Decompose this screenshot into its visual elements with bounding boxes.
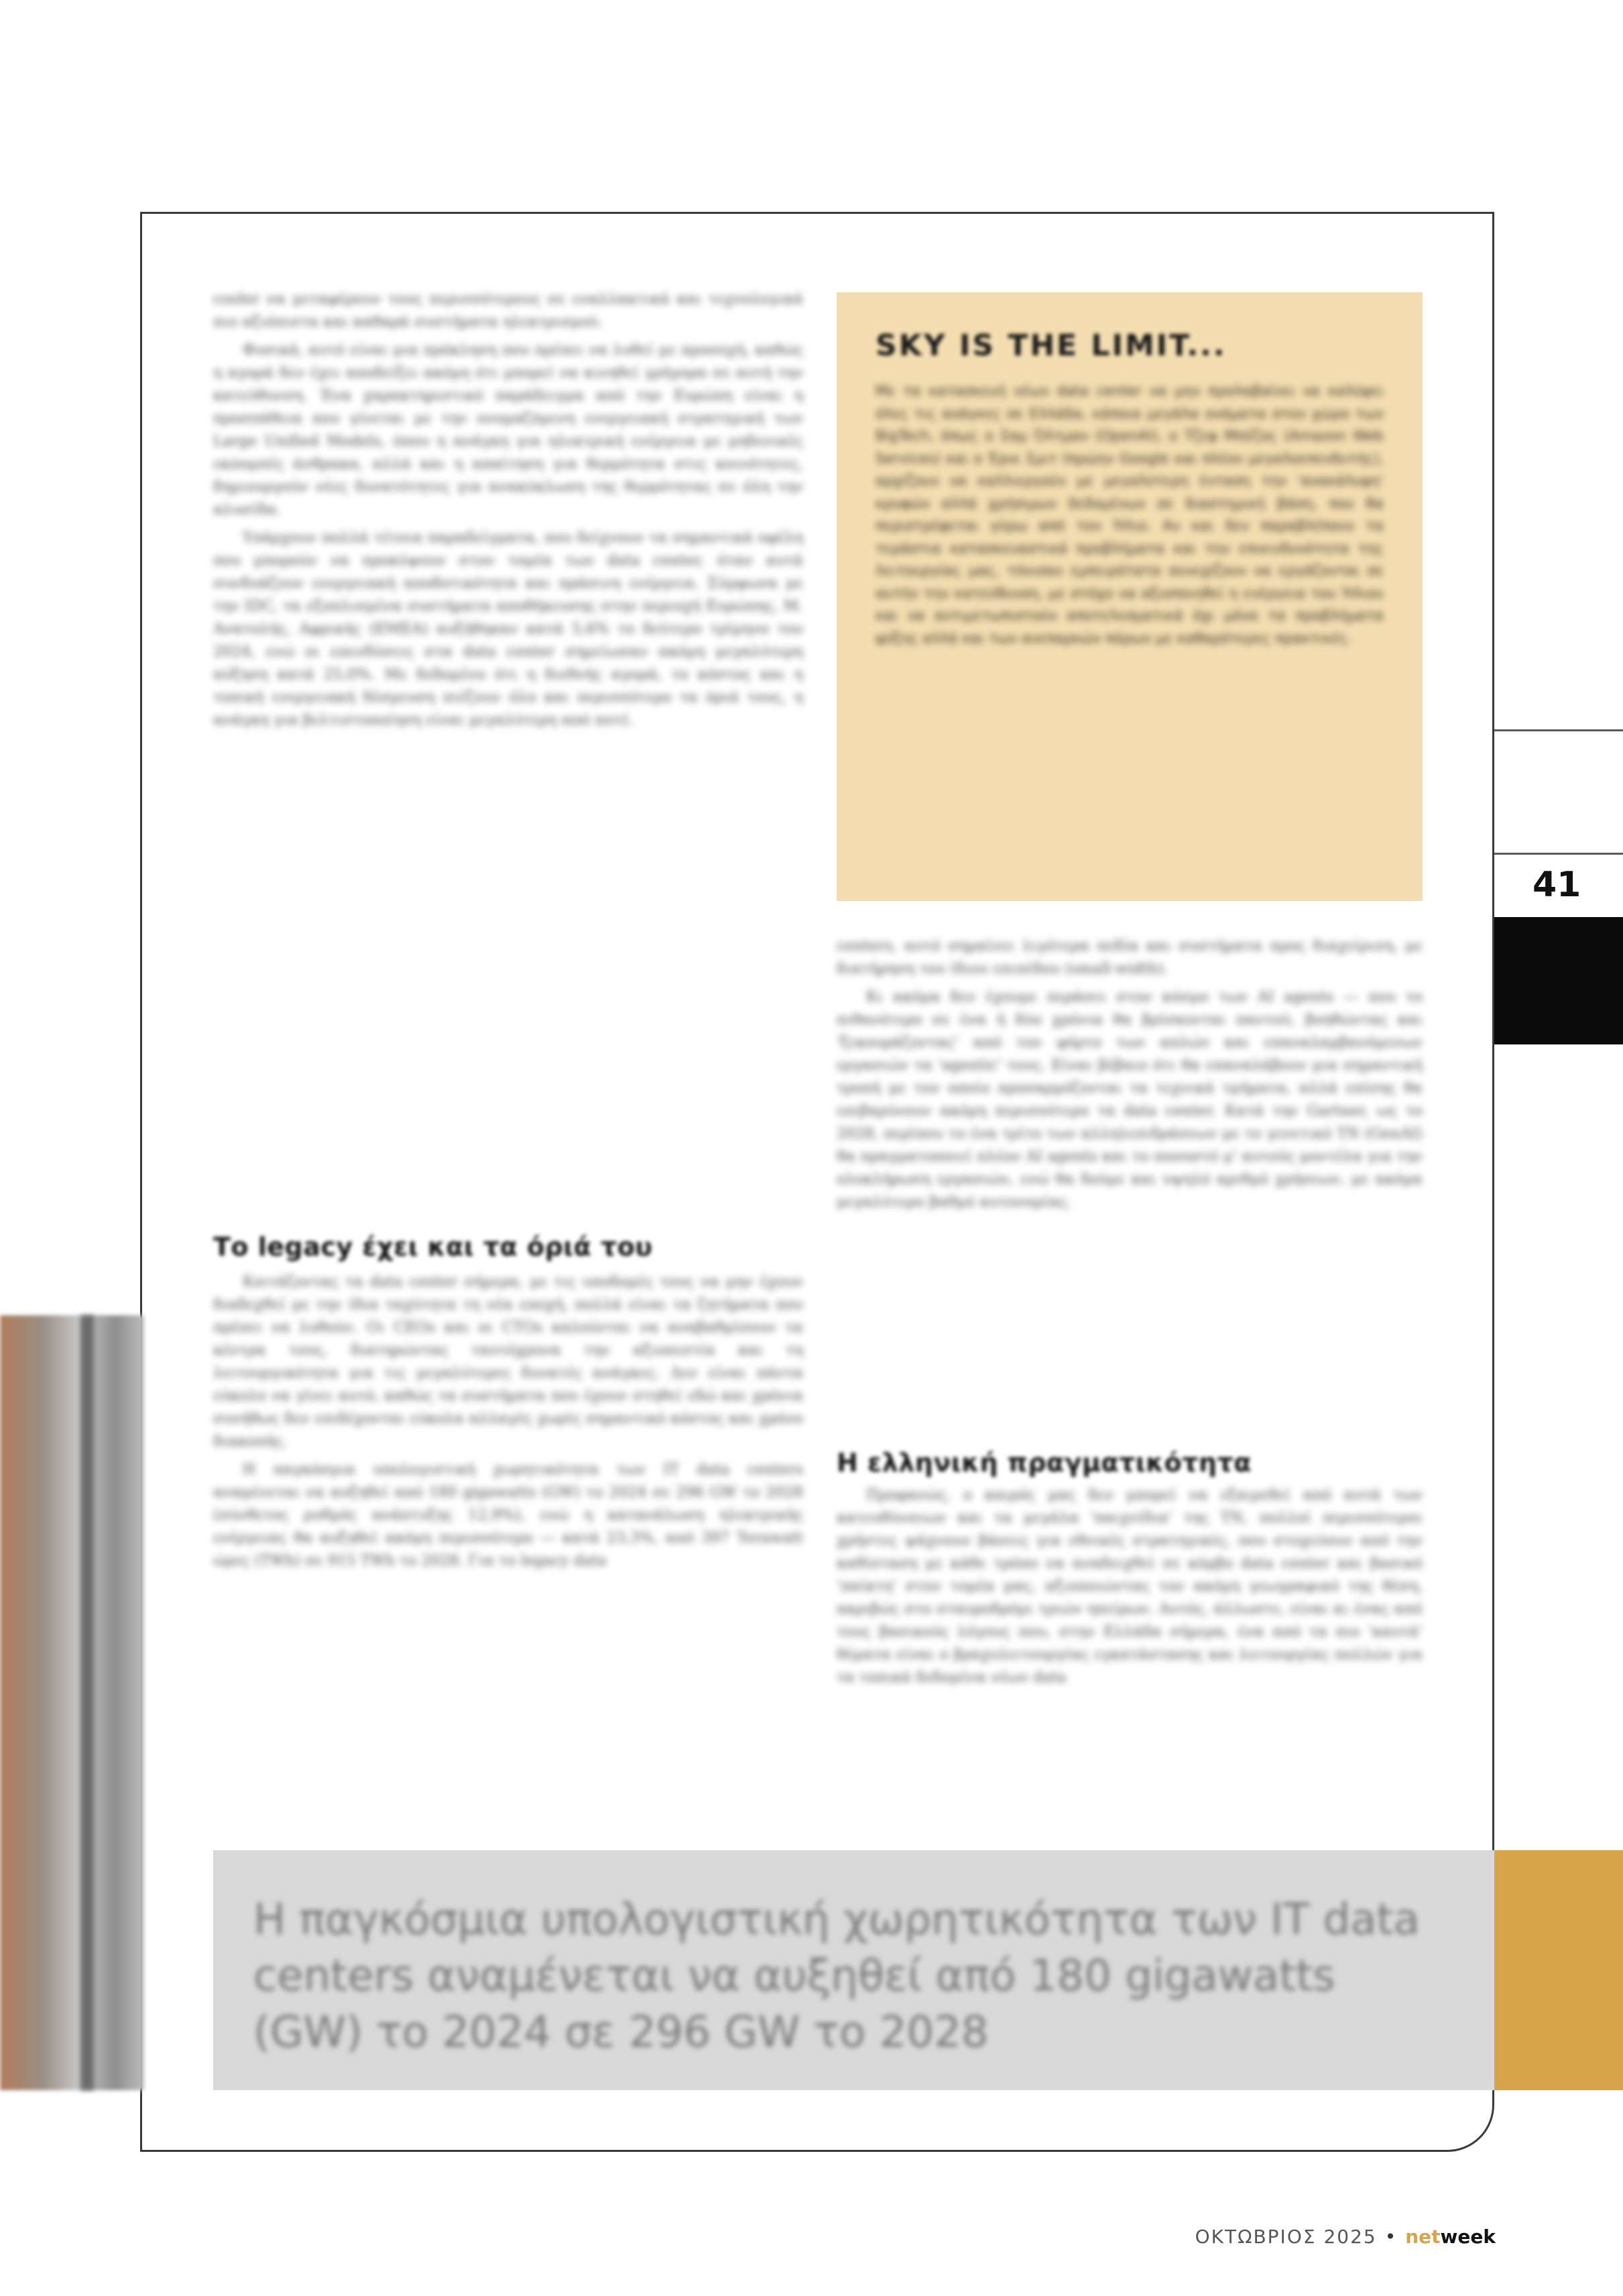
pull-quote-box [213,1850,1494,2090]
left-column-bottom [213,1271,803,1578]
margin-rule-bottom [1494,853,1623,855]
right-paragraph-1: centers, αυτό σημαίνει λιγότερα πεδία και συστήματα προς διαχείριση, με διατήρηση του ίδιου επιπέδου (small-width). [837,938,1423,977]
pull-quote-text: Η παγκόσμια υπολογιστική χωρητικότητα των IT data centers αναμένεται να αυξηθεί από 180 gigawatts (GW) το 2024 σε 296 GW το 2028 [253,1895,1420,2057]
left-paragraph-3: Υπάρχουν πολλά τέτοια παραδείγματα, που δείχνουν τα σημαντικά οφέλη που μπορούν να προκύψουν στον τομέα των data center, όταν αυτά συνδυάζουν ενεργειακή αποδοτικότητα και πράσινη ενέργεια. Σύμφωνα με την IDC, τα εξοπλισμένα συστήματα αποθήκευσης στην περιοχή Ευρώπης, Μ. Ανατολής, Αφρικής (EMEA) αυξήθηκαν κατά 5,6% το δεύτερο τρίμηνο του 2024, ενώ οι επενδύσεις στα data center σημείωσαν ακόμη μεγαλύτερη αύξηση κατά 25,0%. Με δεδομένο ότι η διεθνής αγορά, το κόστος και η τοπική ενεργειακή δέσμευση πιέζουν όλο και περισσότερο τα όριά τους, η ανάγκη για βελτιστοποίηση είναι μεγαλύτερη από ποτέ. [213,530,803,729]
issue-date: ΟΚΤΩΒΡΙΟΣ 2025 [1195,2226,1377,2248]
left-paragraph-2: Φυσικά, αυτό είναι μια πρόκληση που πρέπει να λυθεί με προσοχή, καθώς η αγορά δεν έχει αποδείξει ακόμη ότι μπορεί να κινηθεί γρήγορα σε αυτή την κατεύθυνση. Ένα χαρακτηριστικό παράδειγμα από την Ευρώπη είναι η προσπάθεια που γίνεται με την ονομαζόμενη ενεργειακή στρατηγική των Large Unified Models, όπου η ανάγκη για ηλεκτρική ενέργεια με μηδενικές εκπομπές άνθρακα, αλλά και η απαίτηση για θερμότητα στις κοινότητες, δημιουργούν νέες δυνατότητες για ανακύκλωση της θερμότητας σε όλη την αλυσίδα. [213,342,803,518]
sidebar-title: SKY IS THE LIMIT... [876,328,1227,363]
page-footer [1195,2226,1496,2248]
right-paragraph-2: Κι ακόμα δεν έχουμε περάσει στον κόσμο των AI agents — που το πιθανότερο σε ένα ή δύο χρόνια θα βρίσκονται παντού, βοηθώντας και 'ξεκουράζοντας' από τον φόρτο των απλών και επαναλαμβανόμενων εργασιών τα 'agentic' τους. Είναι βέβαιο ότι θα επαναλάβουν μια σημαντική τροπή με τον οποίο προσαρμόζονται τα τεχνικά τμήματα, αλλά επίσης θα επιβαρύνουν ακόμη περισσότερο τα data center. Κατά την Gartner, ως το 2028, περίπου το ένα τρίτο των αλληλεπιδράσεων με το γενετικό ΤΝ (GenAI) θα πραγματοποιεί πλέον AI agents και το ποσοστό μ' αυτούς μοντέλα για την ολοκλήρωση εργασιών, ενώ θα δούμε και υψηλό αριθμό χρήσεων, με ακόμα μεγαλύτερο βαθμό αυτονομίας. [837,989,1423,1211]
margin-rule-top [1494,729,1623,731]
left-section-heading: Το legacy έχει και τα όριά του [213,1232,653,1262]
left-column-top [213,288,803,737]
left-paragraph-1: cooler να μεταφέρουν τους περισσότερους σε εναλλακτικά και τεχνολογικά πιο αξιόπιστα και καθαρά συστήματα ηλεκτρισμού. [213,291,803,330]
page-number: 41 [1532,865,1581,905]
left-paragraph-5: Η παγκόσμια υπολογιστική χωρητικότητα των IT data centers αναμένεται να αυξηθεί από 180 gigawatts (GW) το 2024 σε 296 GW το 2028 (σύνθετος ρυθμός ανάπτυξης 12,9%), ενώ η κατανάλωση ηλεκτρικής ενέργειας θα αυξηθεί ακόμη περισσότερο — κατά 23,3%, από 397 Terawatt ώρες (TWh) σε 915 TWh το 2028. Για το legacy data [213,1461,803,1569]
right-column-bottom [837,1484,1423,1695]
brand-logo-net: net [1405,2226,1441,2248]
right-column-top [837,935,1423,1219]
brand-logo-week: week [1440,2226,1496,2248]
sidebar-box [837,292,1423,901]
pull-quote-accent [1494,1850,1623,2090]
left-paragraph-4: Κοιτάζοντας τα data center σήμερα, με τις υποδομές τους να μην έχουν διαδεχθεί με την ίδια ταχύτητα τη νέα εποχή, πολλά είναι τα ζητήματα που πρέπει να λυθούν. Οι CEOs και οι CTOs καλούνται να αναβαθμίσουν τα κέντρα τους, διατηρώντας ταυτόχρονα την αξιοπιστία και τη λειτουργικότητα για τις μεγαλύτερες δυνατές ανάγκες. Δεν είναι πάντα εύκολο να γίνει αυτό, καθώς τα συστήματα που έχουν στηθεί εδώ και χρόνια συνήθως δεν επιδέχονται εύκολα αλλαγές χωρίς σημαντικό κόστος και χρόνο διακοπής. [213,1274,803,1450]
section-tab [1494,917,1623,1044]
side-photo [0,1315,144,2090]
right-section-heading: Η ελληνική πραγματικότητα [837,1448,1252,1477]
sidebar-body: Με τα κατασκευή νέων data center να μην προλαβαίνει να καλύψει όλες τις ανάγκες σε Ελλάδα, κάποια μεγάλα ονόματα στον χώρο των BigTech, όπως ο Σαμ Όλτμαν (OpenAI), ο Τζεφ Μπέζος (Amazon Web Services) και ο Έρικ Σμιτ (πρώην Google και πλέον μεγαλοεπενδυτής), αρχίζουν να καλλιεργούν με μεγαλύτερη ένταση την 'ανακάλυψη' κρυφών αλλά χρήσιμων δεδομένων σε διαστημική βάση, που θα περιστρέφεται γύρω από τον Ήλιο. Αν και δεν παραβλέπουν τα τεράστια κατασκευαστικά προβλήματα και την επικινδυνότητα της λειτουργίας μας, τόνισαν εμπειρότατα συνεχίζουν να εργάζονται σε αυτήν την κατεύθυνση, με στόχο να αξιοποιηθεί η ενέργεια του Ήλιου και να αντιμετωπιστούν αποτελεσματικά όχι μόνο τα προβλήματα ψύξης αλλά και των ανεπαρκών πόρων με καθαρότερες πρακτικές. [876,383,1384,646]
side-photo-detail [80,1315,94,2090]
footer-bullet: • [1384,2226,1398,2248]
right-paragraph-3: Προφανώς, ο καιρός μας δεν μπορεί να εξαιρεθεί από αυτά των κατευθύνσεων και τα μεγάλα 'παιχνίδια' της ΤΝ, πολλοί περισσότεροι χρήστες ψάχνουν βάσεις για εθνικές στρατηγικές, που στοχεύουν από την καθίσταση με κάθε τρόπο να αναδειχθεί σε κόμβο data center και βασικό 'παίκτη' στον τομέα μας, αξιοποιώντας τον ακόμη γεωγραφικό της θέση, ακριβώς στο σταυροδρόμι τριών ηπείρων. Αυτός, άλλωστε, είναι κι ένας από τους βασικούς λόγους που, στην Ελλάδα σήμερα, ένα από τα πιο 'καυτά' θέματα είναι ο βραχυλειτουργίας εγκατάστασης και λειτουργίας πολλών για τα τοπικά δεδομένα νέων data [837,1487,1423,1686]
